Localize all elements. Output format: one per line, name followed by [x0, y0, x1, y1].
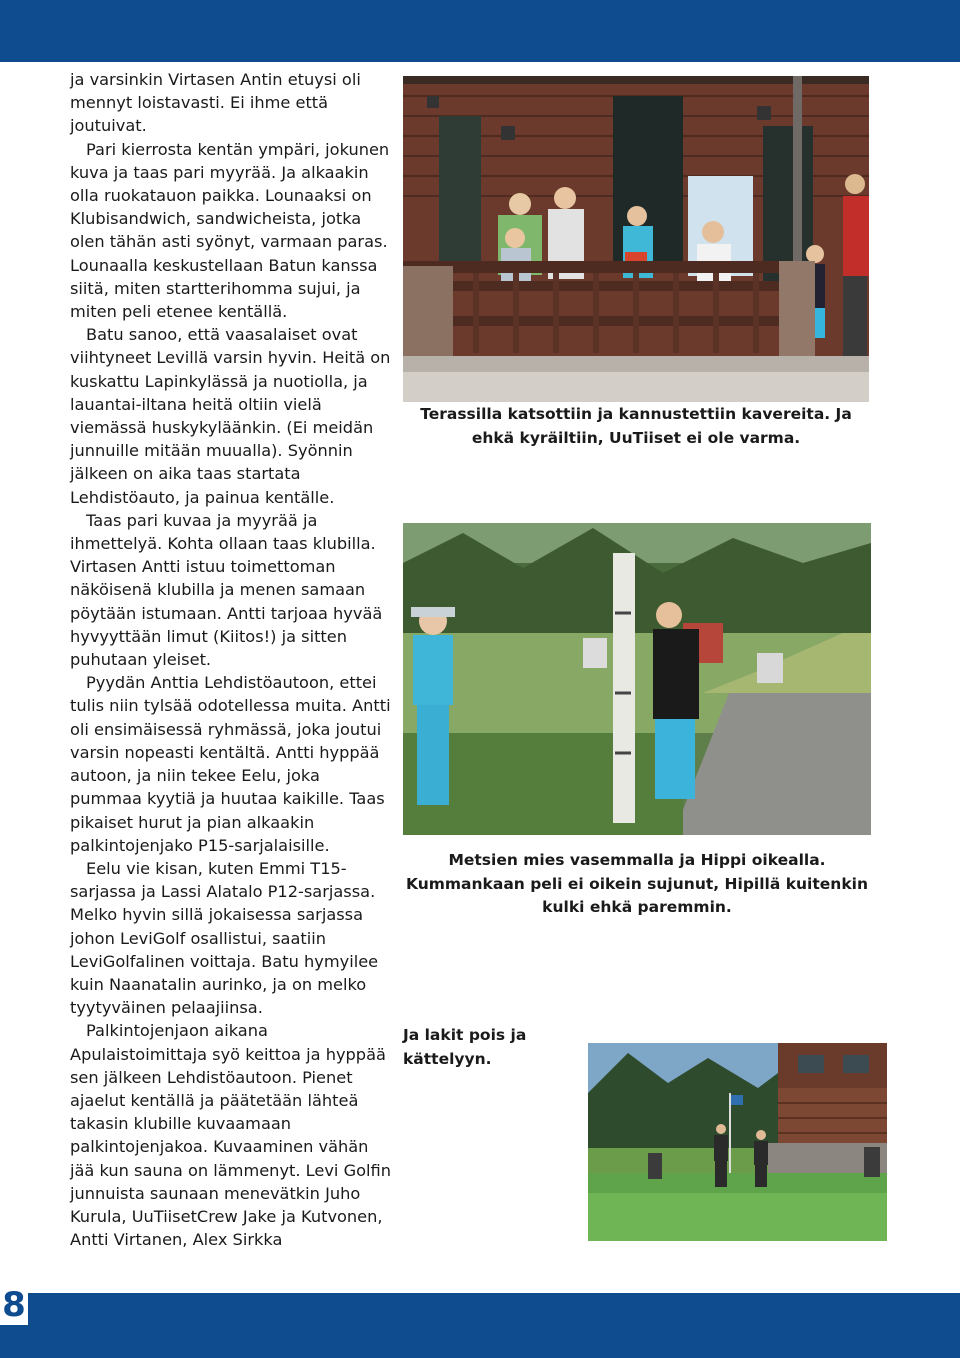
article-paragraph: Batu sanoo, että vaasalaiset ovat viihtyneet Levillä varsin hyvin. Heitä on kuskattu Lapinkylässä ja nuotiolla, ja lauantai-iltana heitä oltiin vielä viemässä huskykyläänkin. (Ei meidän junnuille mitään muualla). Syönnin jälkeen on aika taas startata Lehdistöauto, ja painua kentälle. — [70, 325, 391, 507]
header-band — [0, 0, 960, 62]
footer-band — [0, 1293, 960, 1358]
article-body — [70, 68, 392, 1251]
article-paragraph: Taas pari kuvaa ja myyrää ja ihmettelyä. Kohta ollaan taas klubilla. Virtasen Antti istuu toimettoman näköisenä klubilla ja menen samaan pöytään istumaan. Antti tarjoaa hyvää hyvyyttään limut (Kiitos!) ja sitten puhutaan yleiset. — [70, 510, 383, 670]
forest-photo — [403, 523, 871, 835]
article-paragraph: Palkintojenjaon aikana Apulaistoimittaja syö keittoa ja hyppää sen jälkeen Lehdistöautoon. Pienet ajaelut kentällä ja päätetään lähteä takasin klubille kuvaamaan palkintojenjakoa. Kuvaaminen vähän jää kun sauna on lämmenyt. Levi Golfin junnuista saunaan menevätkin Juho Kurula, UuTiisetCrew Jake ja Kutvonen, Antti Virtanen, Alex Sirkka — [70, 1021, 391, 1250]
article-paragraph: Pyydän Anttia Lehdistöautoon, ettei tulis niin tylsää odotellessa muita. Antti oli ensimäisessä ryhmässä, joka joutui varsin nopeasti kentältä. Antti hyppää autoon, ja niin tekee Eelu, joka pummaa kyytiä ja huutaa kaikille. Taas pikaiset hurut ja pian alkaakin palkintojenjako P15-sarjalaisille. — [70, 673, 391, 855]
terrace-photo-caption: Terassilla katsottiin ja kannustettiin kavereita. Ja ehkä kyräiltiin, UuTiiset ei ole varma. — [420, 405, 852, 447]
green-photo-caption: Ja lakit pois ja kättelyyn. — [403, 1026, 527, 1068]
article-paragraph: Pari kierrosta kentän ympäri, jokunen kuva ja taas pari myyrää. Ja alkaakin olla ruokatauon paikka. Lounaaksi on Klubisandwich, sandwicheista, jotka olen tähän asti syönyt, varmaan paras. Lounaalla keskustellaan Batun kanssa siitä, miten startterihomma sujui, ja miten peli etenee kentällä. — [70, 139, 390, 322]
terrace-photo — [403, 76, 869, 402]
article-paragraph: Eelu vie kisan, kuten Emmi T15-sarjassa ja Lassi Alatalo P12-sarjassa. Melko hyvin sillä jokaisessa sarjassa johon LeviGolf osallistui, saatiin LeviGolfalinen voittaja. Batu hymyilee kuin Naanatalin aurinko, ja on melko tyytyväinen pelaajiinsa. — [70, 858, 379, 1018]
forest-photo-caption: Metsien mies vasemmalla ja Hippi oikealla. Kummankaan peli ei oikein sujunut, Hipillä kuitenkin kulki ehkä paremmin. — [405, 851, 868, 916]
green-photo — [588, 1043, 887, 1241]
article-paragraph: ja varsinkin Virtasen Antin etuysi oli mennyt loistavasti. Ei ihme että joutuivat. — [70, 70, 361, 136]
page-number: 8 — [0, 1285, 28, 1325]
